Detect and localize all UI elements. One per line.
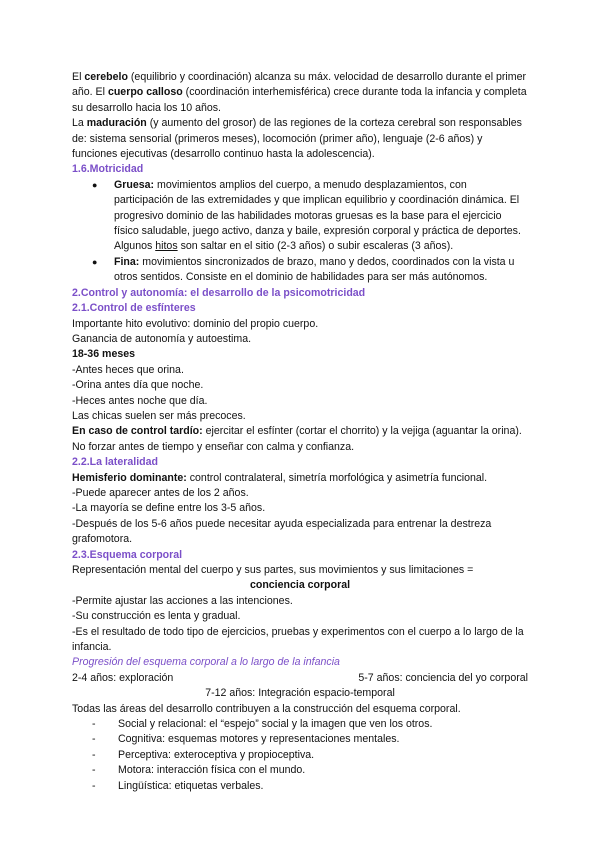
age-7-12: 7-12 años: Integración espacio-temporal	[205, 687, 395, 700]
text-line: Todas las áreas del desarrollo contribuyen a la construcción del esquema corporal.	[72, 702, 461, 715]
heading-18-36-meses: 18-36 meses	[72, 348, 136, 361]
heading-esquema-corporal: 2.3.Esquema corporal	[72, 548, 183, 561]
heading-control-autonomia: 2.Control y autonomía: el desarrollo de la psicomotricidad	[72, 286, 366, 299]
heading-progresion: Progresión del esquema corporal a lo largo de la infancia	[72, 656, 340, 669]
text-line: -Puede aparecer antes de los 2 años.	[72, 486, 249, 499]
age-5-7: 5-7 años: conciencia del yo corporal	[358, 671, 528, 684]
heading-lateralidad: 2.2.La lateralidad	[72, 456, 158, 469]
text-line: Representación mental del cuerpo y sus partes, sus movimientos y sus limitaciones =	[72, 564, 474, 576]
list-item: - Perceptiva: exteroceptiva y propioceptiva.	[118, 748, 528, 763]
text-line: Importante hito evolutivo: dominio del propio cuerpo.	[72, 317, 319, 330]
paragraph-control-tardio: En caso de control tardío: ejercitar el esfínter (cortar el chorrito) y la vejiga (aguantar la orina). No forzar antes de tiempo y enseñar con calma y confianza.	[72, 425, 522, 453]
areas-list	[72, 717, 528, 794]
text-line: -Permite ajustar las acciones a las intenciones.	[72, 594, 293, 607]
document-page	[72, 70, 528, 794]
text-line: -Orina antes día que noche.	[72, 379, 204, 392]
list-item: - Social y relacional: el “espejo” social y la imagen que ven los otros.	[118, 717, 528, 732]
motricidad-list	[72, 178, 528, 286]
text-line: -Heces antes noche que día.	[72, 394, 208, 407]
text-line: -Antes heces que orina.	[72, 363, 184, 376]
text-line: -La mayoría se define entre los 3-5 años.	[72, 502, 266, 515]
text-line: Las chicas suelen ser más precoces.	[72, 409, 246, 422]
hitos-link[interactable]: hitos	[155, 240, 178, 253]
paragraph-cerebelo: El cerebelo (equilibrio y coordinación) alcanza su máx. velocidad de desarrollo durante el primer año. El cuerpo calloso (coordinación interhemisférica) crece durante toda la infancia y completa su desarrollo hacia los 10 años.	[72, 71, 527, 114]
list-item: - Motora: interacción física con el mundo.	[118, 763, 528, 778]
age-2-4: 2-4 años: exploración	[72, 671, 174, 684]
heading-motricidad: 1.6.Motricidad	[72, 163, 144, 176]
text-line: -Después de los 5-6 años puede necesitar ayuda especializada para entrenar la destreza grafomotora.	[72, 517, 492, 546]
list-item: - Lingüística: etiquetas verbales.	[118, 779, 528, 794]
text-line: -Su construcción es lenta y gradual.	[72, 610, 241, 623]
list-item: - Cognitiva: esquemas motores y representaciones mentales.	[118, 732, 528, 747]
text-line: -Es el resultado de todo tipo de ejercicios, pruebas y experimentos con el cuerpo a lo largo de la infancia.	[72, 625, 524, 654]
list-item-gruesa: ● Gruesa: movimientos amplios del cuerpo, a menudo desplazamientos, con participación de las extremidades y que implican equilibrio y coordinación dinámica. El progresivo dominio de las habilidades motoras gruesas es la base para el ejercicio físico saludable, juego activo, danza y baile, expresión corporal y práctica de deportes. Algunos hitos son saltar en el sitio (2-3 años) o subir escaleras (3 años).	[114, 178, 528, 255]
list-item-fina: ● Fina: movimientos sincronizados de brazo, mano y dedos, coordinados con la vista u otros sentidos. Consiste en el dominio de habilidades para ser más autónomos.	[114, 255, 528, 286]
paragraph-maduracion: La maduración (y aumento del grosor) de las regiones de la corteza cerebral son responsables de: sistema sensorial (primeros meses), locomoción (primer año), lenguaje (2-6 años) y funciones ejecutivas (desarrollo continuo hasta la adolescencia).	[72, 117, 522, 161]
text-line: Ganancia de autonomía y autoestima.	[72, 332, 252, 345]
conciencia-corporal: conciencia corporal	[249, 579, 351, 592]
ages-row	[72, 671, 528, 686]
paragraph-hemisferio: Hemisferio dominante: control contralateral, simetría morfológica y asimetría funcional.	[72, 471, 488, 484]
heading-esfinteres: 2.1.Control de esfínteres	[72, 302, 196, 315]
